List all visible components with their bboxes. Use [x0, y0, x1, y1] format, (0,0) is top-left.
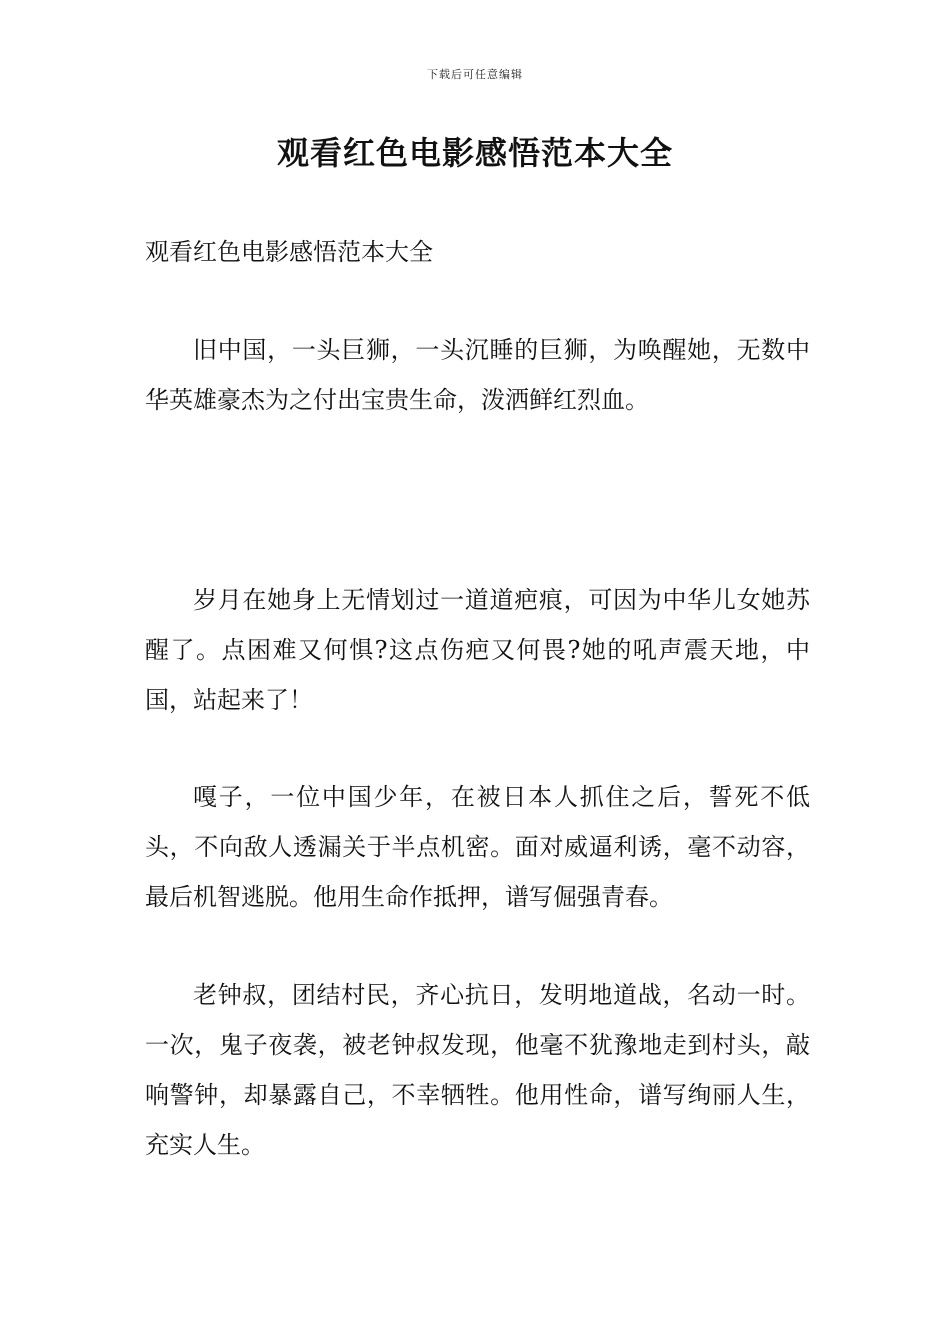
paragraph: 嘎子，一位中国少年，在被日本人抓住之后，誓死不低头，不向敌人透漏关于半点机密。面对威逼利诱，毫不动容，最后机智逃脱。他用生命作抵押，谱写倔强青春。: [145, 783, 810, 911]
paragraph: 老钟叔，团结村民，齐心抗日，发明地道战，名动一时。一次，鬼子夜袭，被老钟叔发现，他毫不犹豫地走到村头，敲响警钟，却暴露自己，不幸牺牲。他用性命，谱写绚丽人生，充实人生。: [145, 981, 810, 1159]
header-note: 下载后可任意编辑: [427, 68, 523, 81]
paragraph: 旧中国，一头巨狮，一头沉睡的巨狮，为唤醒她，无数中华英雄豪杰为之付出宝贵生命，泼洒鲜红烈血。: [145, 336, 810, 414]
paragraph: 岁月在她身上无情划过一道道疤痕，可因为中华儿女她苏醒了。点困难又何惧?这点伤疤又何畏?她的吼声震天地，中国，站起来了！: [145, 586, 810, 714]
document-title: 观看红色电影感悟范本大全: [276, 134, 673, 172]
document-subtitle: 观看红色电影感悟范本大全: [145, 238, 433, 266]
